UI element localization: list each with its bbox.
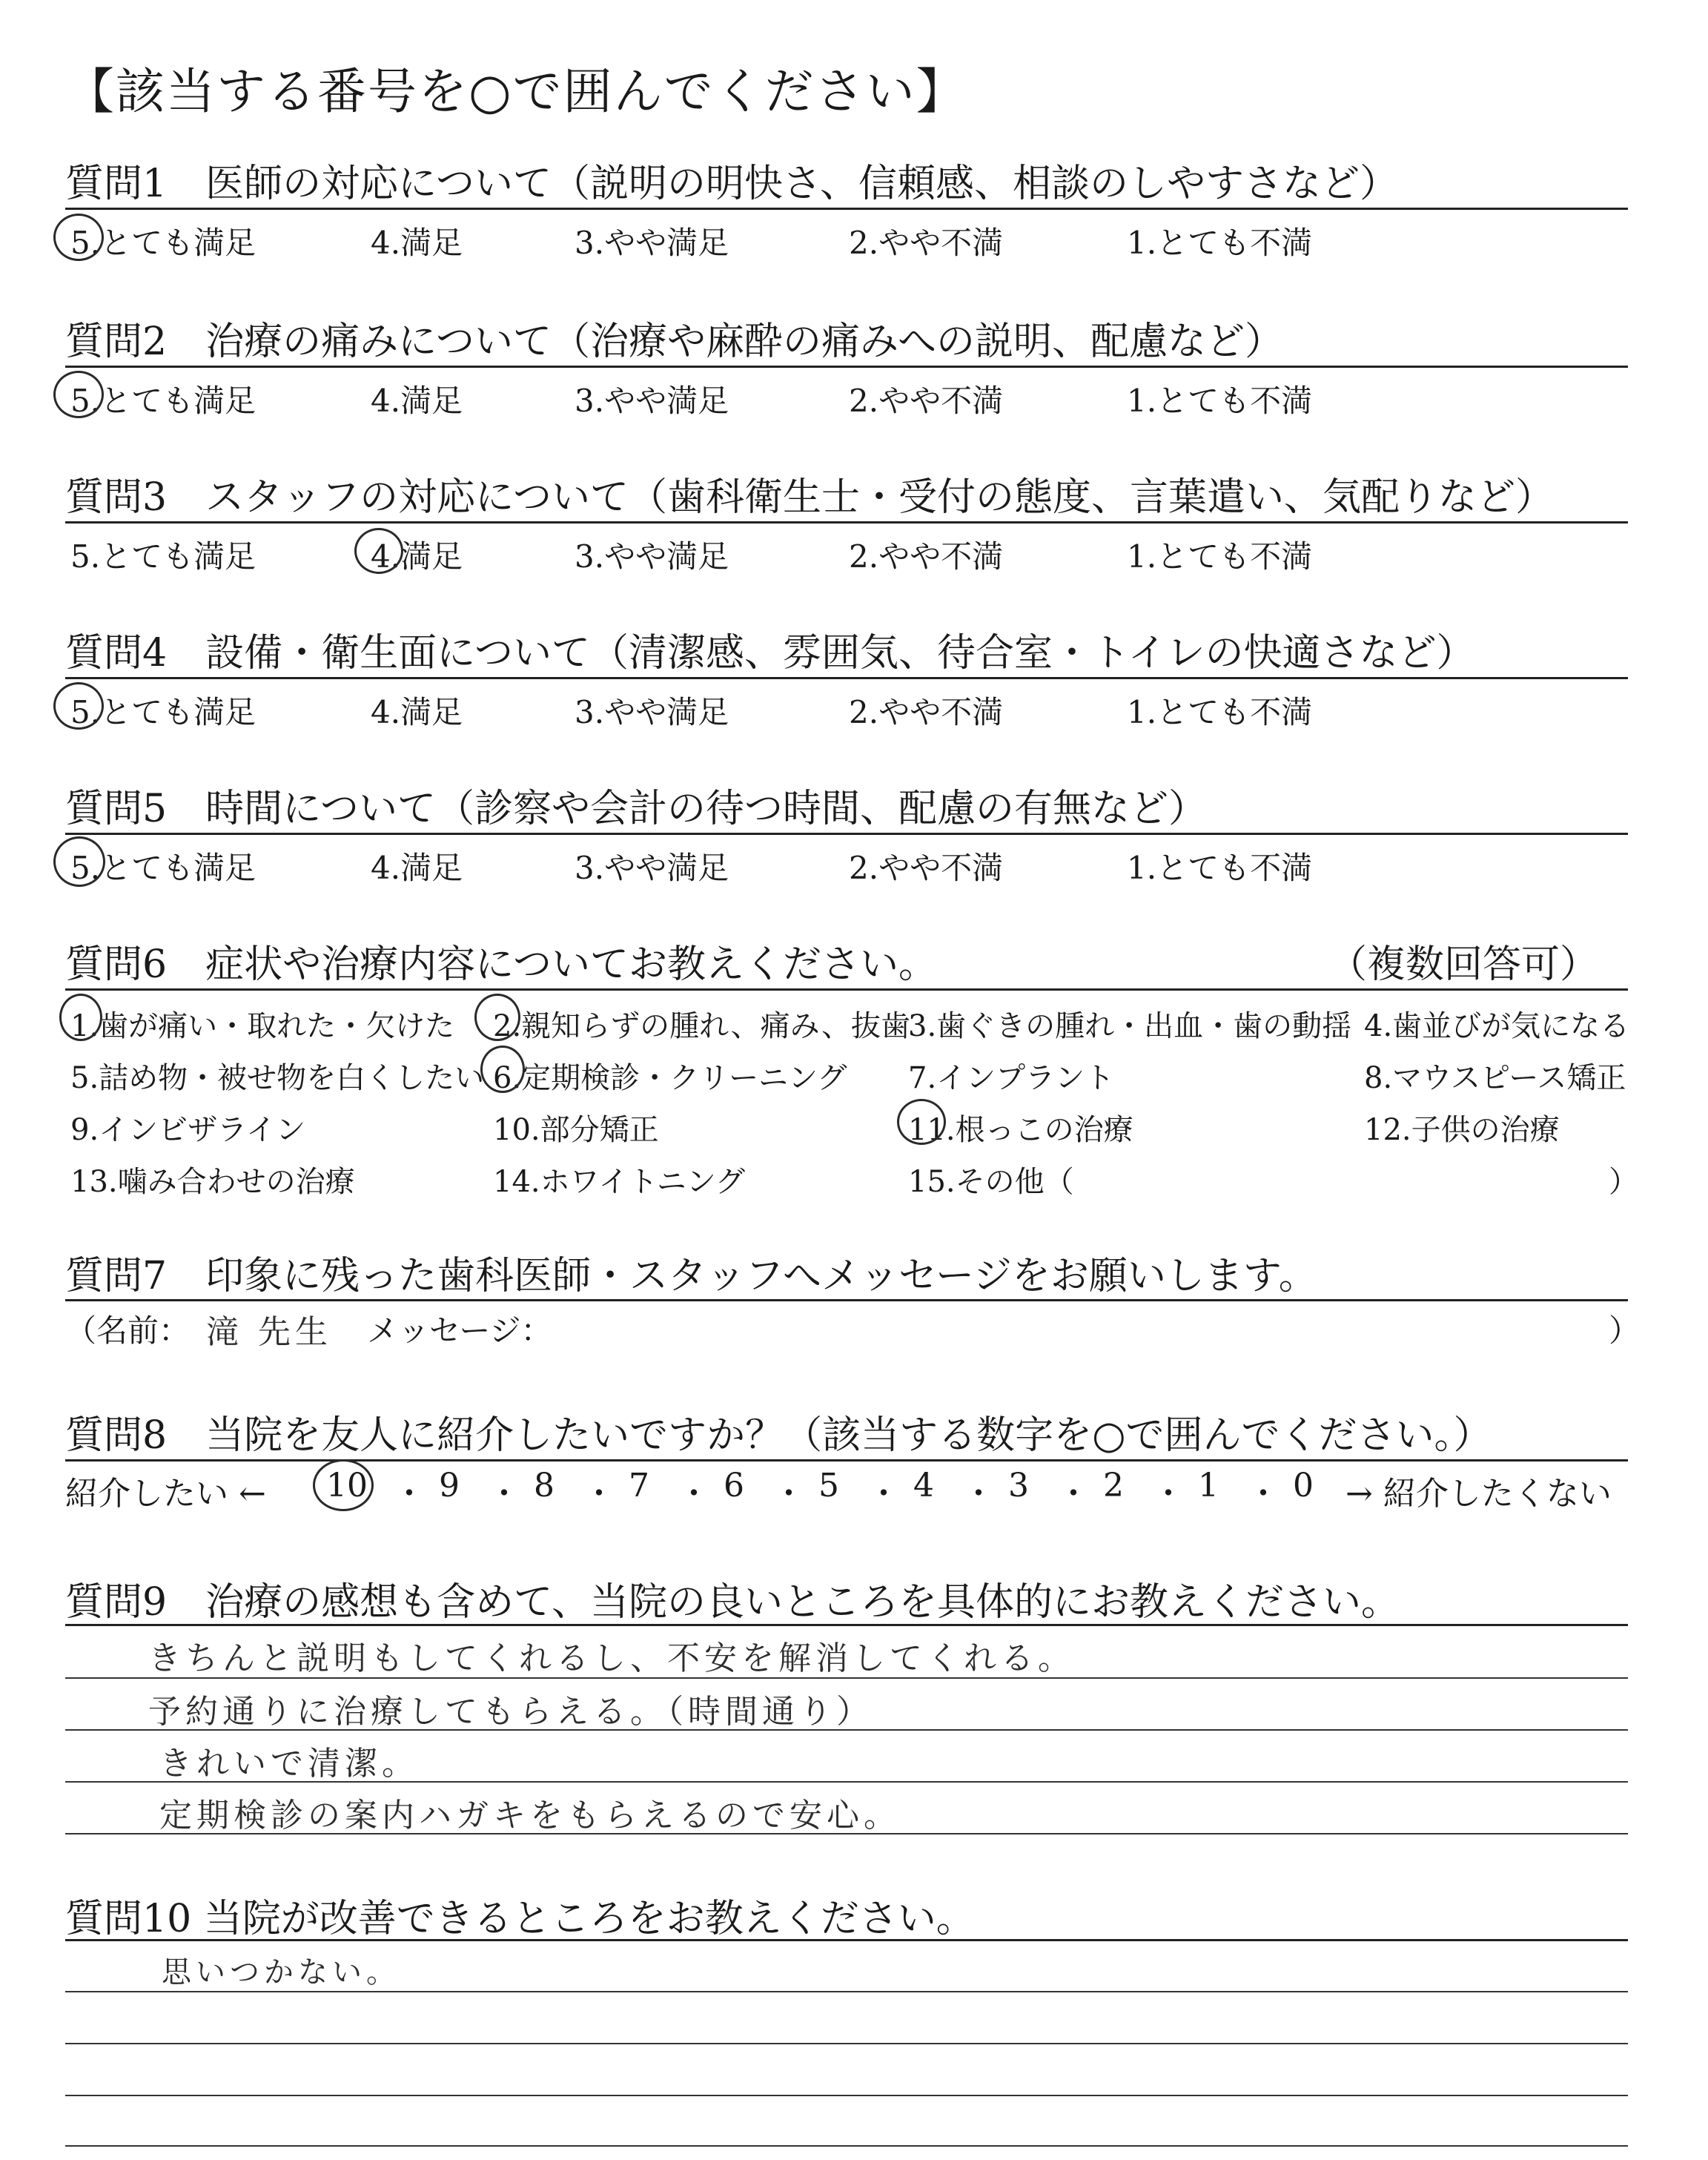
- answer-circle: [53, 836, 105, 887]
- scale-dot: ・: [678, 1475, 710, 1513]
- q6-other-close: ）: [1609, 1165, 1638, 1199]
- scale-2[interactable]: 2: [1103, 1467, 1124, 1505]
- q6-option-3[interactable]: 3.歯ぐきの腫れ・出血・歯の動揺: [908, 1009, 1352, 1043]
- option-5[interactable]: 5.とても満足: [70, 850, 256, 886]
- answer-circle: [53, 682, 104, 730]
- scale-dot: ・: [393, 1475, 426, 1513]
- option-1[interactable]: 1.とても不満: [1127, 850, 1313, 886]
- option-3[interactable]: 3.やや満足: [575, 383, 729, 419]
- option-1[interactable]: 1.とても不満: [1127, 694, 1313, 730]
- recommend-right-label: → 紹介したくない: [1345, 1475, 1612, 1513]
- option-5[interactable]: 5.とても満足: [70, 538, 256, 575]
- multiple-answers-note: （複数回答可）: [1328, 942, 1598, 987]
- message-close: ）: [1609, 1312, 1641, 1349]
- page-title: 【該当する番号を○で囲んでください】: [65, 63, 967, 120]
- option-4[interactable]: 4.満足: [371, 538, 463, 575]
- question-6-title: 質問6 症状や治療内容についてお教えください。: [65, 942, 938, 987]
- q6-option-6[interactable]: 6.定期検診・クリーニング: [493, 1061, 847, 1095]
- divider: [65, 1459, 1628, 1462]
- q6-option-5[interactable]: 5.詰め物・被せ物を白くしたい: [70, 1061, 485, 1095]
- q6-option-10[interactable]: 10.部分矯正: [493, 1113, 659, 1147]
- option-2[interactable]: 2.やや不満: [849, 383, 1004, 419]
- option-2[interactable]: 2.やや不満: [849, 850, 1004, 886]
- answer-line-3[interactable]: きれいで清潔。: [159, 1745, 419, 1783]
- scale-dot: ・: [962, 1475, 995, 1513]
- q6-option-8[interactable]: 8.マウスピース矯正: [1364, 1061, 1626, 1095]
- q6-option-12[interactable]: 12.子供の治療: [1364, 1113, 1560, 1147]
- scale-dot: ・: [867, 1475, 900, 1513]
- scale-dot: ・: [583, 1475, 615, 1513]
- answer-line: [65, 2145, 1628, 2147]
- scale-dot: ・: [488, 1475, 520, 1513]
- scale-9[interactable]: 9: [439, 1467, 460, 1505]
- divider: [65, 677, 1628, 679]
- message-label: メッセージ：: [367, 1312, 552, 1349]
- answer-line-2[interactable]: 予約通りに治療してもらえる。（時間通り）: [148, 1693, 873, 1731]
- question-9-title: 質問9 治療の感想も含めて、当院の良いところを具体的にお教えください。: [65, 1580, 1400, 1625]
- answer-circle: [474, 994, 520, 1041]
- q6-option-7[interactable]: 7.インプラント: [908, 1061, 1115, 1095]
- option-2[interactable]: 2.やや不満: [849, 538, 1004, 575]
- divider: [65, 1299, 1628, 1301]
- q6-option-11[interactable]: 11.根っこの治療: [908, 1113, 1133, 1147]
- divider: [65, 521, 1628, 524]
- option-5[interactable]: 5.とても満足: [70, 225, 256, 261]
- divider: [65, 988, 1628, 991]
- question-8-title: 質問8 当院を友人に紹介したいですか？（該当する数字を○で囲んでください。）: [65, 1413, 1492, 1458]
- scale-dot: ・: [1152, 1475, 1185, 1513]
- q6-option-13[interactable]: 13.噛み合わせの治療: [70, 1165, 355, 1199]
- option-4[interactable]: 4.満足: [371, 383, 463, 419]
- scale-1[interactable]: 1: [1198, 1467, 1219, 1505]
- scale-8[interactable]: 8: [534, 1467, 555, 1505]
- answer-circle: [897, 1099, 946, 1145]
- option-1[interactable]: 1.とても不満: [1127, 225, 1313, 261]
- scale-3[interactable]: 3: [1008, 1467, 1029, 1505]
- question-7-title: 質問7 印象に残った歯科医師・スタッフへメッセージをお願いします。: [65, 1254, 1317, 1298]
- scale-7[interactable]: 7: [629, 1467, 649, 1505]
- scale-0[interactable]: 0: [1293, 1467, 1314, 1505]
- question-3-title: 質問3 スタッフの対応について（歯科衛生士・受付の態度、言葉遣い、気配りなど）: [65, 475, 1555, 520]
- scale-dot: ・: [1057, 1475, 1090, 1513]
- option-3[interactable]: 3.やや満足: [575, 850, 729, 886]
- divider: [65, 1624, 1628, 1626]
- improvement-answer[interactable]: 思いつかない。: [162, 1955, 400, 1989]
- scale-5[interactable]: 5: [818, 1467, 839, 1505]
- answer-line: [65, 2043, 1628, 2044]
- divider: [65, 366, 1628, 368]
- q6-option-4[interactable]: 4.歯並びが気になる: [1364, 1009, 1630, 1043]
- option-2[interactable]: 2.やや不満: [849, 694, 1004, 730]
- question-10-title: 質問10 当院が改善できるところをお教えください。: [65, 1897, 975, 1941]
- option-2[interactable]: 2.やや不満: [849, 225, 1004, 261]
- question-5-title: 質問5 時間について（診察や会計の待つ時間、配慮の有無など）: [65, 787, 1208, 831]
- answer-line: [65, 2095, 1628, 2096]
- q6-option-2[interactable]: 2.親知らずの腫れ、痛み、抜歯: [493, 1009, 910, 1043]
- option-3[interactable]: 3.やや満足: [575, 538, 729, 575]
- name-label: （名前：: [65, 1312, 191, 1349]
- scale-dot: ・: [1247, 1475, 1280, 1513]
- scale-dot: ・: [772, 1475, 805, 1513]
- answer-circle: [53, 371, 104, 418]
- answer-circle: [53, 214, 104, 261]
- answer-circle: [480, 1046, 525, 1093]
- option-5[interactable]: 5.とても満足: [70, 694, 256, 730]
- answer-line-4[interactable]: 定期検診の案内ハガキをもらえるので安心。: [159, 1797, 901, 1834]
- option-4[interactable]: 4.満足: [371, 850, 463, 886]
- option-3[interactable]: 3.やや満足: [575, 694, 729, 730]
- q6-option-15[interactable]: 15.その他（: [908, 1165, 1074, 1199]
- scale-10[interactable]: 10: [326, 1467, 368, 1505]
- answer-line: [65, 1991, 1628, 1992]
- divider: [65, 208, 1628, 210]
- option-4[interactable]: 4.満足: [371, 225, 463, 261]
- q6-option-14[interactable]: 14.ホワイトニング: [493, 1165, 746, 1199]
- q6-option-9[interactable]: 9.インビザライン: [70, 1113, 305, 1147]
- question-2-title: 質問2 治療の痛みについて（治療や麻酔の痛みへの説明、配慮など）: [65, 320, 1284, 364]
- q6-option-1[interactable]: 1.歯が痛い・取れた・欠けた: [70, 1009, 455, 1043]
- recommend-left-label: 紹介したい ←: [65, 1475, 266, 1513]
- question-1-title: 質問1 医師の対応について（説明の明快さ、信頼感、相談のしやすさなど）: [65, 162, 1398, 206]
- divider: [65, 833, 1628, 835]
- option-1[interactable]: 1.とても不満: [1127, 383, 1313, 419]
- name-value[interactable]: 滝 先生: [206, 1313, 332, 1351]
- answer-circle: [313, 1459, 374, 1511]
- option-1[interactable]: 1.とても不満: [1127, 538, 1313, 575]
- answer-circle: [59, 994, 102, 1041]
- answer-circle: [354, 528, 403, 574]
- scale-4[interactable]: 4: [913, 1467, 934, 1505]
- divider: [65, 1939, 1628, 1941]
- option-5[interactable]: 5.とても満足: [70, 383, 256, 419]
- answer-line-1[interactable]: きちんと説明もしてくれるし、不安を解消してくれる。: [148, 1639, 1075, 1677]
- option-3[interactable]: 3.やや満足: [575, 225, 729, 261]
- option-4[interactable]: 4.満足: [371, 694, 463, 730]
- question-4-title: 質問4 設備・衛生面について（清潔感、雰囲気、待合室・トイレの快適さなど）: [65, 631, 1475, 676]
- scale-6[interactable]: 6: [724, 1467, 744, 1505]
